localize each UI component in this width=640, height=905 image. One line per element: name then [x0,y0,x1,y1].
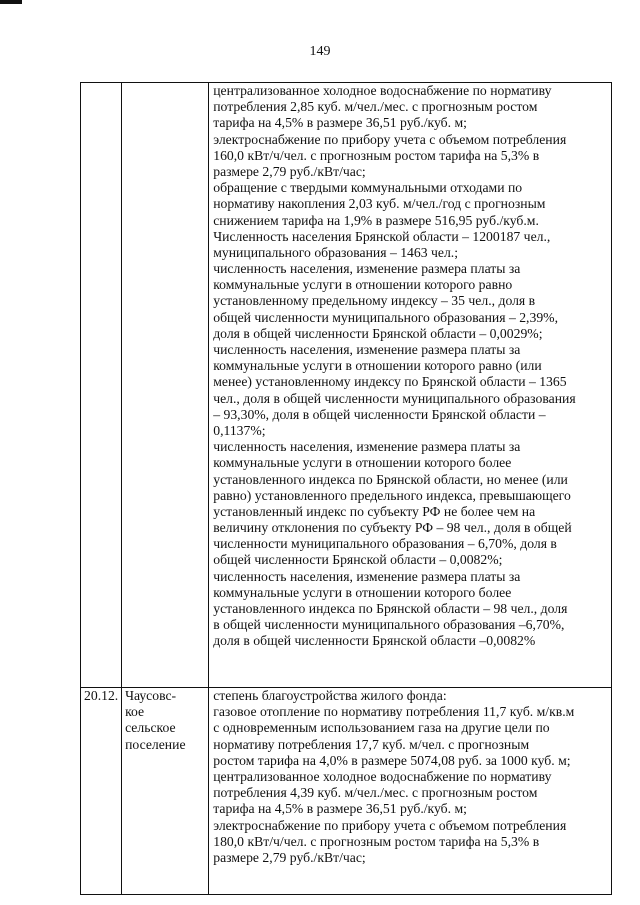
table-row [81,83,612,688]
text-line: нормативу накопления 2,03 куб. м/чел./год с прогнозным [213,196,546,212]
settlement-name-cell [122,688,209,895]
page-number: 149 [309,44,331,59]
text-line: электроснабжение по прибору учета с объемом потребления [213,817,567,833]
text-line: тарифа на 4,5% в размере 36,51 руб./куб. м; [213,801,467,817]
text-line: 160,0 кВт/ч/чел. с прогнозным ростом тарифа на 5,3% в [213,147,540,163]
text-line: коммунальные услуги в отношении которого равно [213,277,513,293]
settlement-name [122,688,208,753]
text-line: коммунальные услуги в отношении которого более [213,455,512,471]
text-line: в общей численности муниципального образования –6,70%, [213,617,565,633]
settlement-name-cell [122,83,209,688]
text-line: численность населения, изменение размера платы за [213,439,521,455]
text-line: – 93,30%, доля в общей численности Брянской области – [213,406,546,422]
row-number: 20.12. [84,688,119,703]
text-line: численность населения, изменение размера платы за [213,342,521,357]
description-cell [209,688,612,895]
text-line: централизованное холодное водоснабжение по нормативу [213,83,552,98]
text-line: газовое отопление по нормативу потребления 11,7 куб. м/кв.м [213,704,575,720]
description-text [209,688,611,866]
text-line: потребления 2,85 куб. м/чел./мес. с прогнозным ростом [213,99,538,115]
text-line: муниципального образования – 1463 чел.; [213,244,459,260]
scan-corner-mark [0,0,22,4]
text-line: общей численности Брянской области – 0,0082%; [213,552,503,568]
text-line: кое [125,704,145,720]
text-line: 180,0 кВт/ч/чел. с прогнозным ростом тарифа на 5,3% в [213,833,540,849]
text-line: размере 2,79 руб./кВт/час; [213,849,366,865]
table-row [81,688,612,895]
text-line: доля в общей численности Брянской области – 0,0029%; [213,325,543,341]
text-line: ростом тарифа на 4,0% в размере 5074,08 руб. за 1000 куб. м; [213,752,571,768]
text-line: численность населения, изменение размера платы за [213,568,521,584]
text-line: обращение с твердыми коммунальными отходами по [213,180,523,196]
text-line: равно) установленного предельного индекса, превышающего [213,487,571,503]
text-line: потребления 4,39 куб. м/чел./мес. с прогнозным ростом [213,785,538,801]
text-line: снижением тарифа на 1,9% в размере 516,95 руб./куб.м. [213,212,539,228]
text-line: размере 2,79 руб./кВт/час; [213,163,366,179]
text-line: централизованное холодное водоснабжение по нормативу [213,768,552,784]
text-line: установленный индекс по субъекту РФ не более чем на [213,503,536,519]
row-number-cell [81,688,122,895]
text-line: установленному предельному индексу – 35 чел., доля в [213,293,536,309]
text-line: численности муниципального образования – 6,70%, доля в [213,536,557,552]
text-line: поселение [125,736,186,752]
text-line: установленного индекса по Брянской области, но менее (или [213,471,568,487]
text-line: общей численности муниципального образования – 2,39%, [213,309,558,325]
row-number-cell [81,83,122,688]
text-line: Чаусовс- [125,688,177,703]
text-line: степень благоустройства жилого фонда: [213,688,447,703]
text-line: установленного индекса по Брянской области – 98 чел., доля [213,601,568,616]
text-line: с одновременным использованием газа на другие цели по [213,720,550,736]
text-line: 0,1137%; [213,422,266,438]
description-cell [209,83,612,688]
text-line: менее) установленному индексу по Брянской области – 1365 [213,374,567,390]
text-line: тарифа на 4,5% в размере 36,51 руб./куб. м; [213,115,467,131]
text-line: нормативу потребления 17,7 куб. м/чел. с прогнозным [213,736,530,752]
tariff-table [80,82,612,895]
text-line: величину отклонения по субъекту РФ – 98 чел., доля в общей [213,520,572,536]
text-line: коммунальные услуги в отношении которого более [213,584,512,600]
text-line: сельское [125,720,176,736]
text-line: численность населения, изменение размера платы за [213,261,521,277]
text-line: чел., доля в общей численности муниципального образования [213,390,576,406]
description-text [209,83,611,650]
text-line: коммунальные услуги в отношении которого равно (или [213,358,542,374]
text-line: доля в общей численности Брянской области –0,0082% [213,633,536,649]
text-line: Численность населения Брянской области – 1200187 чел., [213,228,551,244]
text-line: электроснабжение по прибору учета с объемом потребления [213,131,567,147]
